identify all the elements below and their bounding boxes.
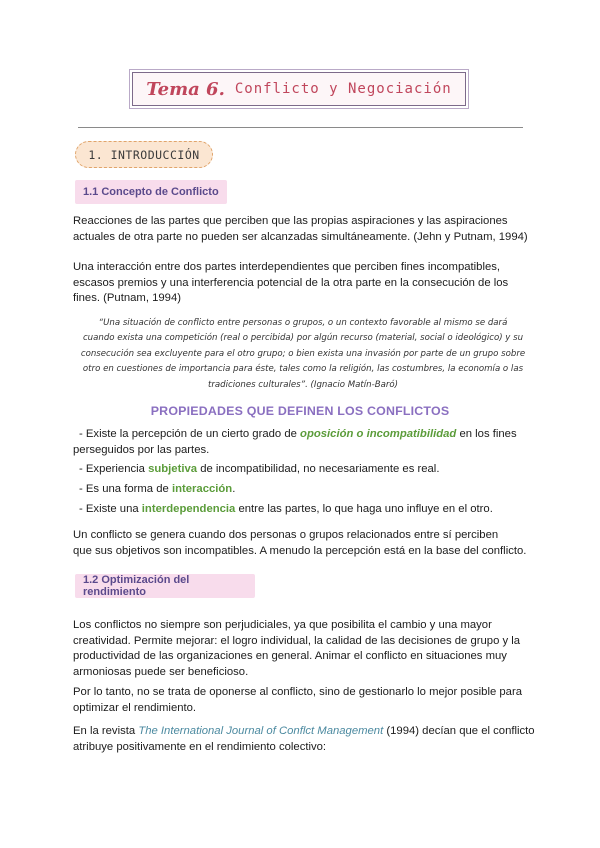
conflict-summary — [73, 528, 553, 559]
quote-line: cuando exista una competición (real o percibida) por algún recurso (material, social o ideológico) y su — [82, 333, 524, 344]
property-item-4: - Existe una interdependencia entre las partes, lo que haga uno influye en el otro. — [79, 503, 493, 515]
quote-line: consecución sea excluyente para el otro grupo; o bien exista una invasión por parte de un grupo sobre — [80, 348, 526, 359]
text-line: perseguidos por las partes. — [73, 443, 210, 456]
subsection-badge-optimizacion: 1.2 Optimización del rendimiento — [75, 574, 255, 598]
text-line: escasos premios y una interferencia potencial de la otra parte en la consecución de los — [73, 276, 509, 289]
text-line: Los conflictos no siempre son perjudiciales, ya que posibilita el cambio y una mayor — [73, 619, 492, 631]
subsection-badge-concepto: 1.1 Concepto de Conflicto — [75, 180, 227, 204]
title-tema: Tema 6. — [146, 78, 225, 100]
highlight-term: interdependencia — [141, 503, 236, 515]
text-line: fines. (Putnam, 1994) — [73, 292, 182, 305]
text-line: En la revista The International Journal of Conflct Management (1994) decían que el conflicto — [73, 725, 535, 737]
text-line: creatividad. Permite mejorar: el logro individual, la calidad de las decisiones de grupo y la — [73, 634, 521, 647]
text-line: - Existe la percepción de un cierto grado de oposición o incompatibilidad en los fines — [79, 428, 517, 440]
highlight-term: interacción — [171, 483, 233, 495]
divider — [78, 127, 523, 128]
text-line: optimizar el rendimiento. — [73, 701, 197, 714]
properties-heading: PROPIEDADES QUE DEFINEN LOS CONFLICTOS — [150, 404, 450, 418]
text-line: productividad de las organizaciones en general. Animar el conflicto en situaciones muy — [73, 650, 507, 663]
title-topic: Conflicto y Negociación — [234, 81, 452, 97]
text-line: armoniosas puede ser beneficioso. — [73, 665, 249, 678]
text-line: Por lo tanto, no se trata de oponerse al conflicto, sino de gestionarlo lo mejor posible para — [73, 686, 523, 698]
document-title — [132, 72, 466, 106]
quote-line: otro en cuestiones de importancia para éste, tales como la religión, las costumbres, la economía o las — [82, 364, 524, 375]
text-line: Un conflicto se genera cuando dos personas o grupos relacionados entre sí perciben — [73, 529, 499, 541]
performance-paragraph-3 — [73, 724, 553, 755]
text-line: Reacciones de las partes que perciben que las propias aspiraciones y las aspiraciones — [73, 215, 508, 227]
definition-jehn-putnam — [73, 214, 543, 245]
journal-title: The International Journal of Conflct Management — [138, 725, 384, 737]
highlight-term: oposición o incompatibilidad — [300, 428, 457, 440]
quote-martin-baro — [74, 316, 532, 393]
property-item-3: - Es una forma de interacción. — [79, 483, 236, 495]
text-line: Una interacción entre dos partes interdependientes que perciben fines incompatibles, — [73, 261, 501, 273]
definition-putnam — [73, 260, 543, 307]
quote-line: tradiciones culturales”. (Ignacio Matín-Baró) — [207, 379, 398, 390]
property-item-1 — [73, 427, 553, 458]
performance-paragraph-1 — [73, 618, 553, 680]
section-badge-introduccion: 1. INTRODUCCIÓN — [75, 141, 213, 168]
quote-line: “Una situación de conflicto entre personas o grupos, o un contexto favorable al mismo se dará — [98, 318, 508, 328]
text-line: actuales de otra parte no pueden ser alcanzadas simultáneamente. (Jehn y Putnam, 1994) — [73, 230, 528, 243]
text-line: que sus objetivos son incompatibles. A menudo la percepción está en la base del conflicto. — [73, 544, 527, 557]
performance-paragraph-2 — [73, 685, 553, 716]
property-item-2: - Experiencia subjetiva de incompatibilidad, no necesariamente es real. — [79, 463, 440, 475]
highlight-term: subjetiva — [148, 463, 198, 475]
text-line: atribuye positivamente en el rendimiento colectivo: — [73, 740, 327, 753]
